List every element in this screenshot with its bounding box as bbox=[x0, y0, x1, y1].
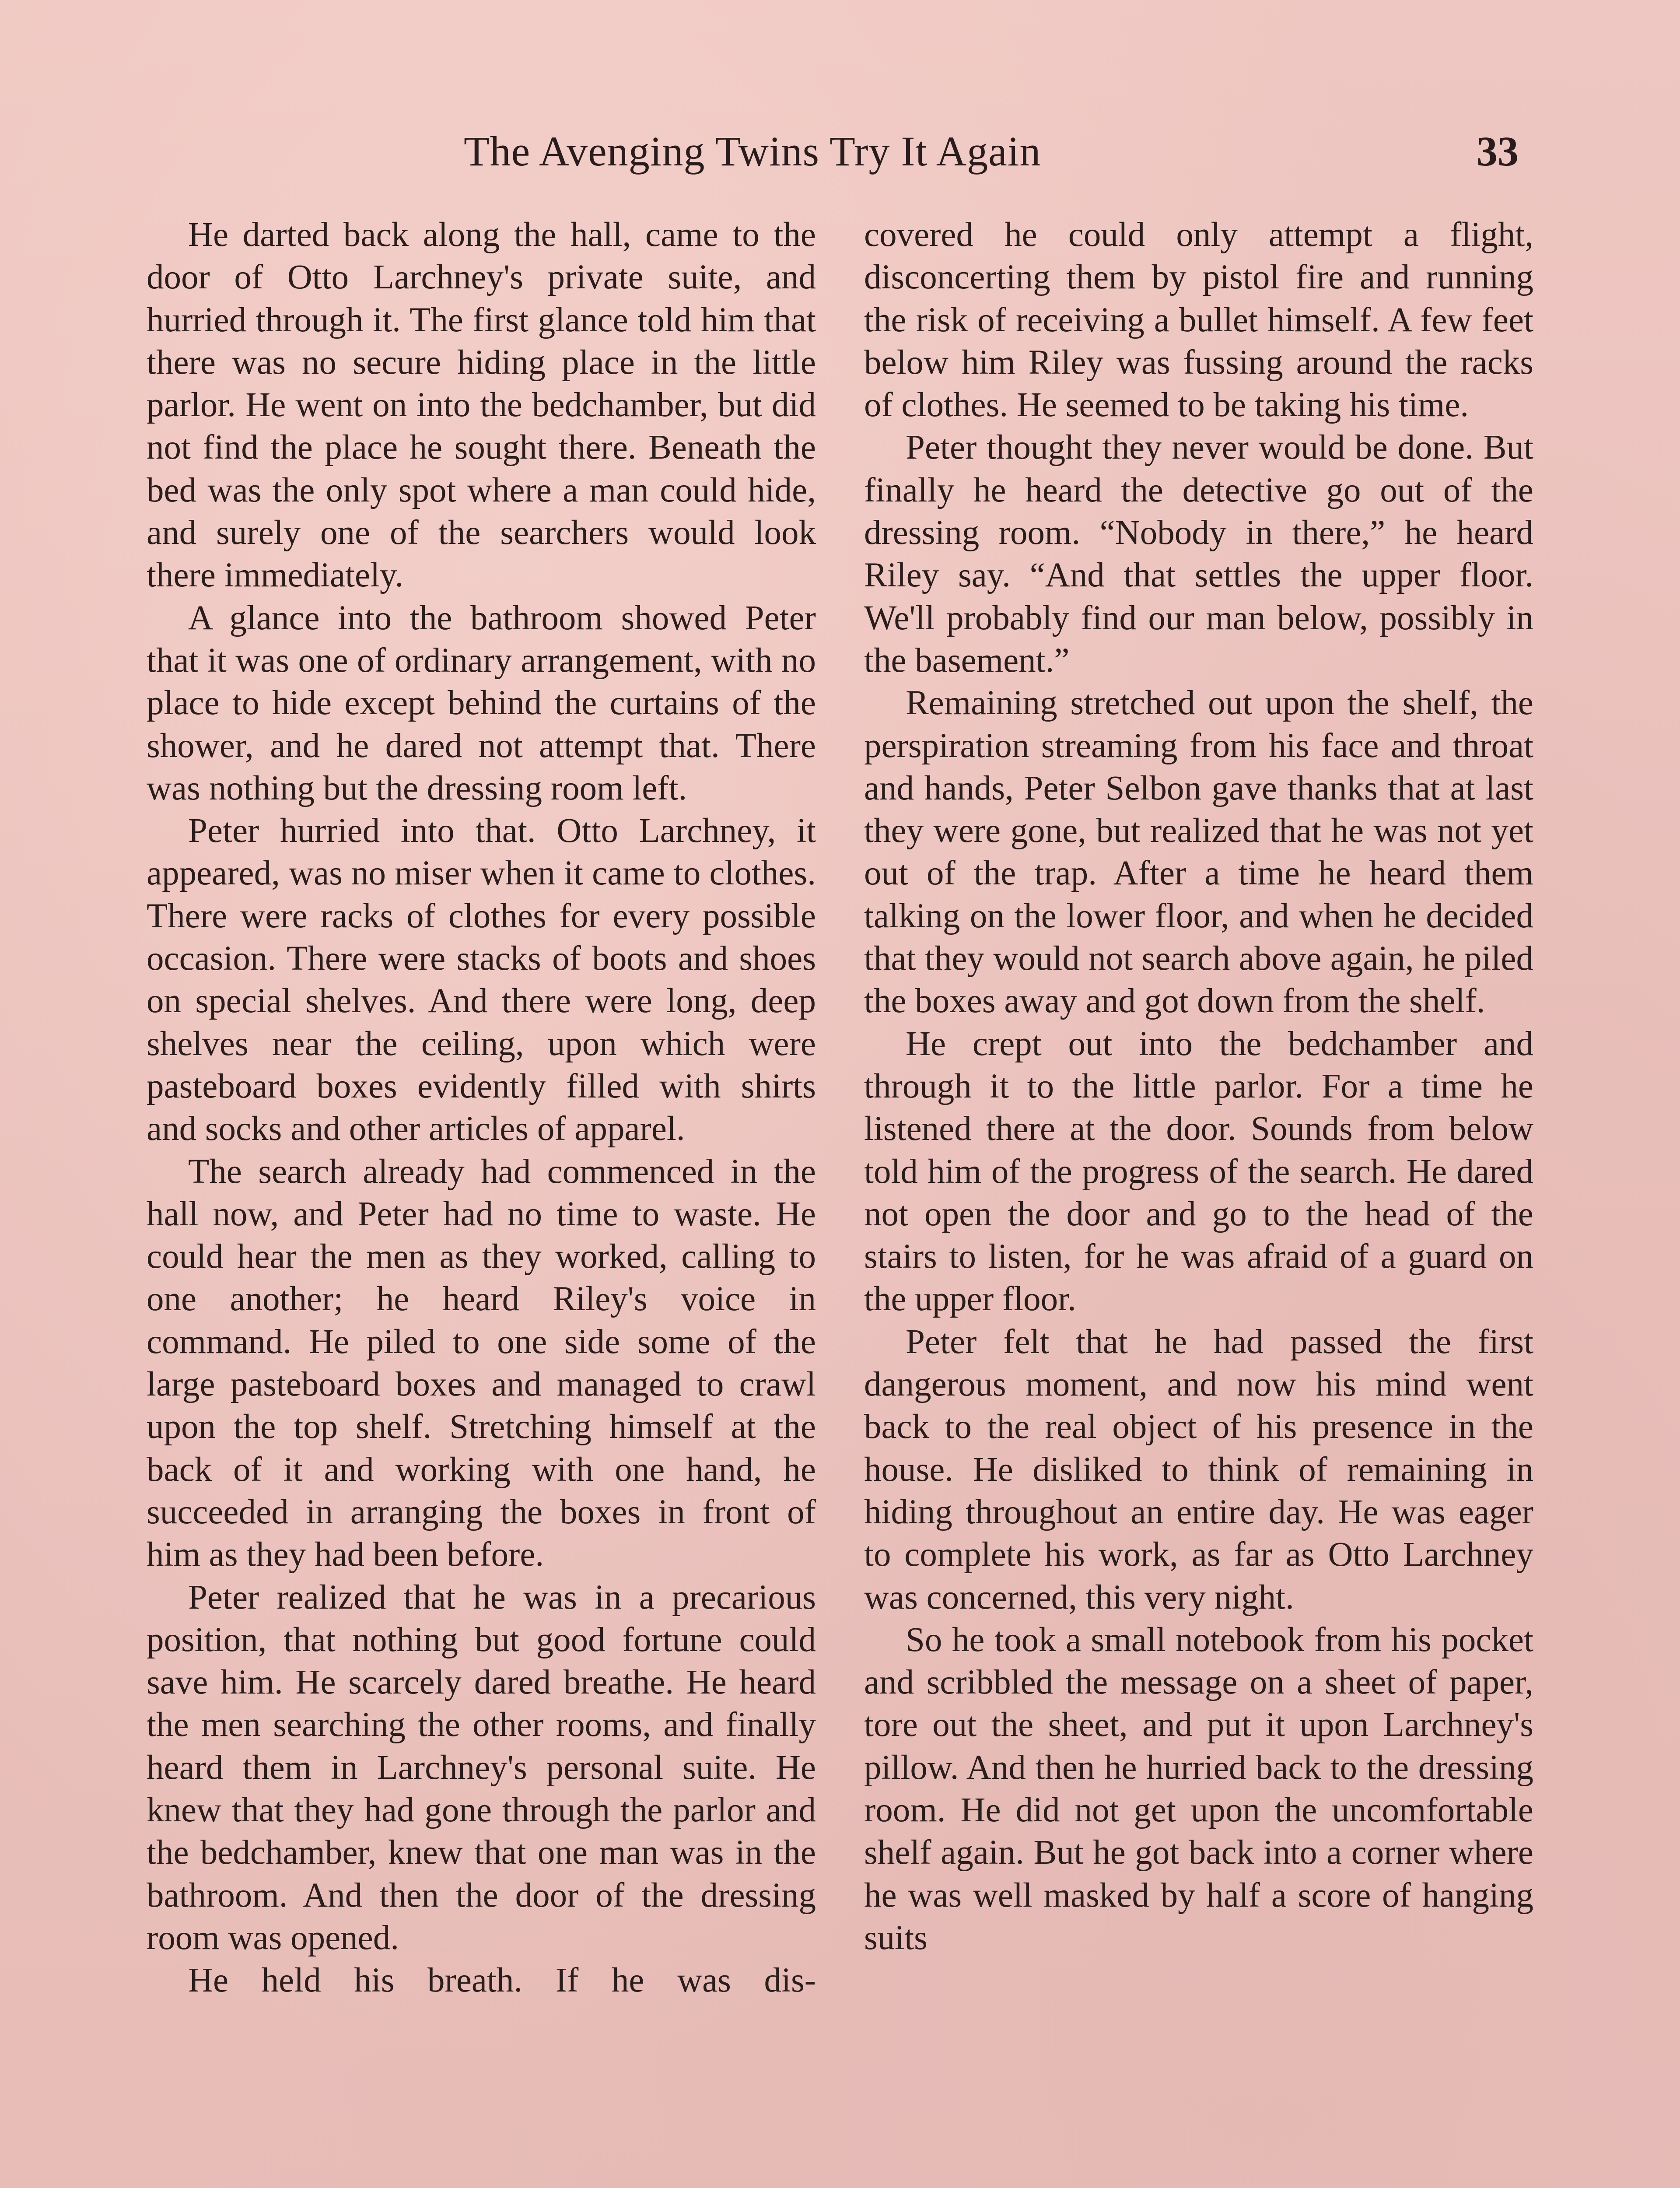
paragraph: Peter realized that he was in a precarious position, that nothing but good fortune could save him. He scarcely dared breathe. He heard the men searching the other rooms, and finally heard them in Larchney's personal suite. He knew that they had gone through the parlor and the bedchamber, knew that one man was in the bathroom. And then the door of the dressing room was opened. bbox=[147, 1578, 816, 1957]
paragraph: He crept out into the bedchamber and through it to the little parlor. For a time he listened there at the door. Sounds from below told him of the progress of the search. He dared not open the door and go to the head of the stairs to listen, for he was afraid of a guard on the upper floor. bbox=[864, 1024, 1533, 1318]
right-text-column bbox=[864, 214, 1533, 1959]
paragraph: covered he could only attempt a flight, disconcerting them by pistol fire and running the risk of receiving a bullet himself. A few feet below him Riley was fussing around the racks of clothes. He seemed to be taking his time. bbox=[864, 216, 1533, 424]
paragraph: He held his breath. If he was dis- bbox=[188, 1961, 816, 2000]
left-text-column bbox=[147, 214, 816, 2002]
paragraph: Peter felt that he had passed the first dangerous moment, and now his mind went back to the real object of his presence in the house. He disliked to think of remaining in hiding throughout an entire day. He was eager to complete his work, as far as Otto Larchney was concerned, this very night. bbox=[864, 1322, 1533, 1616]
paragraph: Peter hurried into that. Otto Larchney, it appeared, was no miser when it came to clothes. There were racks of clothes for every possible occasion. There were stacks of boots and shoes on special shelves. And there were long, deep shelves near the ceiling, upon which were pasteboard boxes evidently filled with shirts and socks and other articles of apparel. bbox=[147, 812, 816, 1148]
running-head: The Avenging Twins Try It Again bbox=[464, 128, 1041, 175]
paragraph: The search already had commenced in the hall now, and Peter had no time to waste. He could hear the men as they worked, calling to one another; he heard Riley's voice in command. He piled to one side some of the large pasteboard boxes and managed to crawl upon the top shelf. Stretching himself at the back of it and working with one hand, he succeeded in arranging the boxes in front of him as they had been before. bbox=[147, 1152, 816, 1574]
page-number: 33 bbox=[1477, 128, 1519, 175]
paragraph: Remaining stretched out upon the shelf, the perspiration streaming from his face and throat and hands, Peter Selbon gave thanks that at last they were gone, but realized that he was not yet out of the trap. After a time he heard them talking on the lower floor, and when he decided that they would not search above again, he piled the boxes away and got down from the shelf. bbox=[864, 684, 1533, 1020]
paragraph: He darted back along the hall, came to the door of Otto Larchney's private suite, and hurried through it. The first glance told him that there was no secure hiding place in the little parlor. He went on into the bedchamber, but did not find the place he sought there. Beneath the bed was the only spot where a man could hide, and surely one of the searchers would look there immediately. bbox=[147, 216, 816, 595]
paragraph: Peter thought they never would be done. But finally he heard the detective go out of the dressing room. “Nobody in there,” he heard Riley say. “And that settles the upper floor. We'll probably find our man below, possibly in the basement.” bbox=[864, 428, 1533, 680]
paragraph: So he took a small notebook from his pocket and scribbled the message on a sheet of paper, tore out the sheet, and put it upon Larchney's pillow. And then he hurried back to the dressing room. He did not get upon the uncomfortable shelf again. But he got back into a corner where he was well masked by half a score of hanging suits bbox=[864, 1620, 1533, 1957]
paragraph: A glance into the bathroom showed Peter that it was one of ordinary arrangement, with no place to hide except behind the curtains of the shower, and he dared not attempt that. There was nothing but the dressing room left. bbox=[147, 599, 816, 807]
